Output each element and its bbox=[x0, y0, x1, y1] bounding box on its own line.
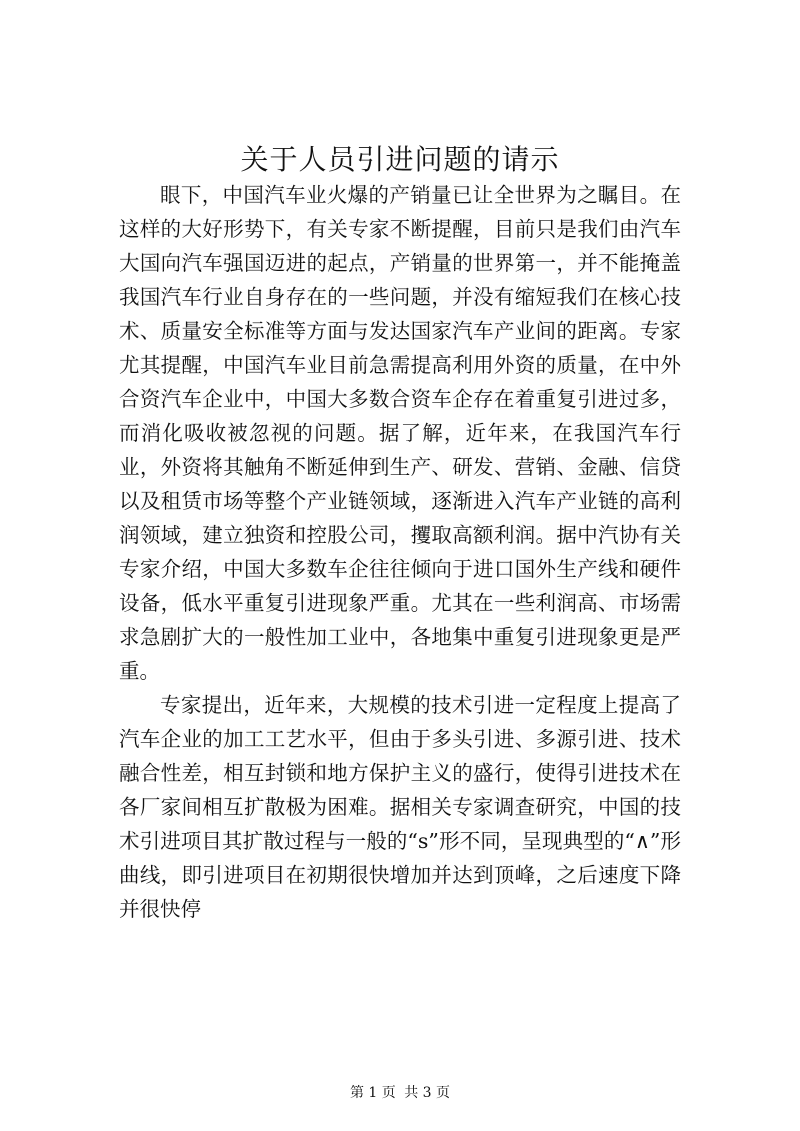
document-title: 关于人员引进问题的请示 bbox=[240, 143, 560, 176]
document-body bbox=[119, 178, 681, 926]
page-footer bbox=[0, 1083, 800, 1103]
paragraph-1: 眼下，中国汽车业火爆的产销量已让全世界为之瞩目。在这样的大好形势下，有关专家不断提醒，目前只是我们由汽车大国向汽车强国迈进的起点，产销量的世界第一，并不能掩盖我国汽车行业自身存在的一些问题，并没有缩短我们在核心技术、质量安全标准等方面与发达国家汽车产业间的距离。专家尤其提醒，中国汽车业目前急需提高利用外资的质量，在中外合资汽车企业中，中国大多数合资车企存在着重复引进过多，而消化吸收被忽视的问题。据了解，近年来，在我国汽车行业，外资将其触角不断延伸到生产、研发、营销、金融、信贷以及租赁市场等整个产业链领域，逐渐进入汽车产业链的高利润领域，建立独资和控股公司，攫取高额利润。据中汽协有关专家介绍，中国大多数车企往往倾向于进口国外生产线和硬件设备，低水平重复引进现象严重。尤其在一些利润高、市场需求急剧扩大的一般性加工业中，各地集中重复引进现象更是严重。 bbox=[119, 183, 681, 683]
page-total: 共 3 页 bbox=[404, 1085, 451, 1101]
paragraph-2: 专家提出，近年来，大规模的技术引进一定程度上提高了汽车企业的加工工艺水平，但由于多头引进、多源引进、技术融合性差，相互封锁和地方保护主义的盛行，使得引进技术在各厂家间相互扩散极为困难。据相关专家调查研究，中国的技术引进项目其扩散过程与一般的“s”形不同，呈现典型的“∧”形曲线，即引进项目在初期很快增加并达到顶峰，之后速度下降并很快停 bbox=[119, 693, 681, 921]
page-number: 第 1 页 bbox=[349, 1085, 396, 1101]
